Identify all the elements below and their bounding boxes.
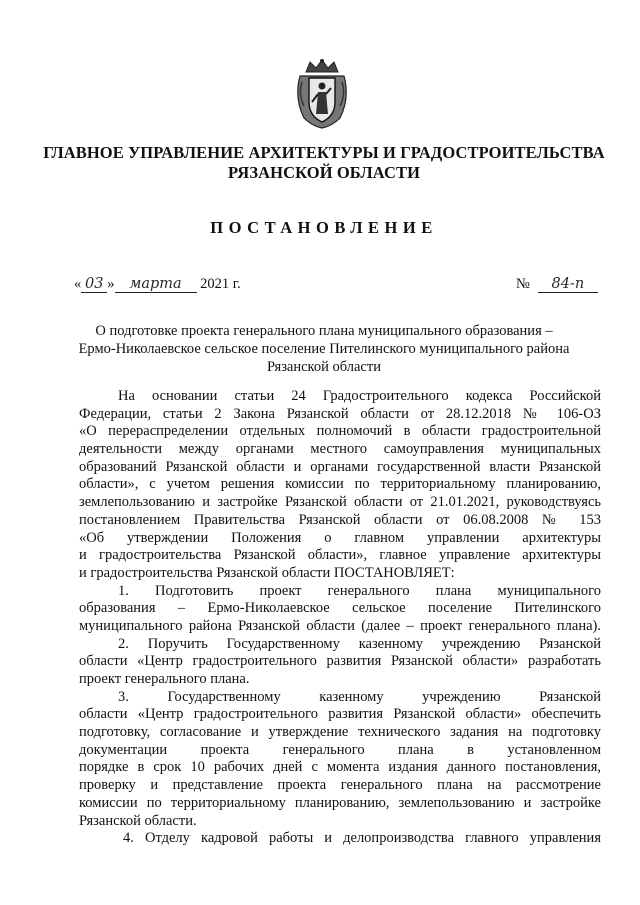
subject-line: О подготовке проекта генерального плана муниципального образования – (95, 323, 553, 339)
date-open-quote: « (74, 276, 82, 292)
date-year: 2021 г. (200, 276, 241, 292)
subject-line: Ермо-Николаевское сельское поселение Пителинского муниципального района (78, 341, 570, 357)
number-value: 84-п (538, 276, 598, 293)
body-line: порядке в срок 10 рабочих дней с момента издания данного постановления, (79, 759, 601, 776)
body-line: постановлением Правительства Рязанской области от 06.08.2008 № 153 (79, 511, 601, 528)
document-date (74, 276, 241, 293)
body-line: документации проекта генерального плана в установленном (79, 741, 601, 758)
subject-line: Рязанской области (267, 359, 381, 375)
body-line: образования – Ермо-Николаевское сельское поселение Пителинского (79, 600, 601, 617)
body-line: и градостроительства Рязанской области», главное управление архитектуры (79, 547, 601, 564)
date-close-quote: » (107, 276, 115, 292)
body-line: 1. Подготовить проект генерального плана муниципального (118, 582, 601, 599)
body-line: проект генерального плана. (79, 671, 250, 687)
body-line: «Об утверждении Положения о главном управлении архитектуры (79, 529, 601, 546)
body-line: 4. Отделу кадровой работы и делопроизводства главного управления (123, 830, 601, 847)
body-line: образований Рязанской области и органами государственной власти Рязанской (79, 458, 601, 475)
body-line: Рязанской области. (79, 812, 197, 829)
body-line: области «Центр градостроительного развития Рязанской области» разработать (79, 653, 601, 670)
document-subject (40, 322, 608, 376)
document-number (516, 276, 598, 293)
body-line: подготовку, согласование и утверждение технического задания на подготовку (79, 724, 601, 741)
body-line: 2. Поручить Государственному казенному учреждению Рязанской (118, 635, 601, 652)
body-line: Федерации, статьи 2 Закона Рязанской области от 28.12.2018 № 106-ОЗ (79, 405, 601, 422)
body-line: 3. Государственному казенному учреждению Рязанской (118, 688, 601, 705)
organization-name-line-1: ГЛАВНОЕ УПРАВЛЕНИЕ АРХИТЕКТУРЫ И ГРАДОСТРОИТЕЛЬСТВА (43, 143, 605, 162)
body-line: и градостроительства Рязанской области ПОСТАНОВЛЯЕТ: (79, 564, 455, 581)
body-line: проверку и представление проекта генерального плана на рассмотрение (79, 777, 601, 794)
date-month: марта (115, 276, 197, 293)
body-line: На основании статьи 24 Градостроительного кодекса Российской (118, 388, 601, 404)
body-line: муниципального района Рязанской области (далее – проект генерального плана). (79, 617, 601, 634)
organization-name-line-2: РЯЗАНСКОЙ ОБЛАСТИ (227, 163, 421, 182)
document-title: ПОСТАНОВЛЕНИЕ (210, 218, 438, 237)
body-line: деятельности между органами местного самоуправления муниципальных (79, 441, 601, 458)
date-day: 03 (81, 276, 107, 293)
body-line: «О перераспределении отдельных полномочий в области градостроительной (79, 423, 601, 440)
coat-of-arms-emblem (292, 58, 352, 130)
document-body (79, 388, 601, 848)
body-line: комиссии по территориальному планированию, землепользованию и застройке (79, 794, 601, 811)
body-line: области», с учетом решения комиссии по территориальному планированию, (79, 476, 601, 493)
body-line: области «Центр градостроительного развития Рязанской области» обеспечить (79, 706, 601, 723)
number-label: № (516, 276, 530, 292)
body-line: землепользованию и застройке Рязанской области от 21.01.2021, руководствуясь (79, 494, 601, 511)
